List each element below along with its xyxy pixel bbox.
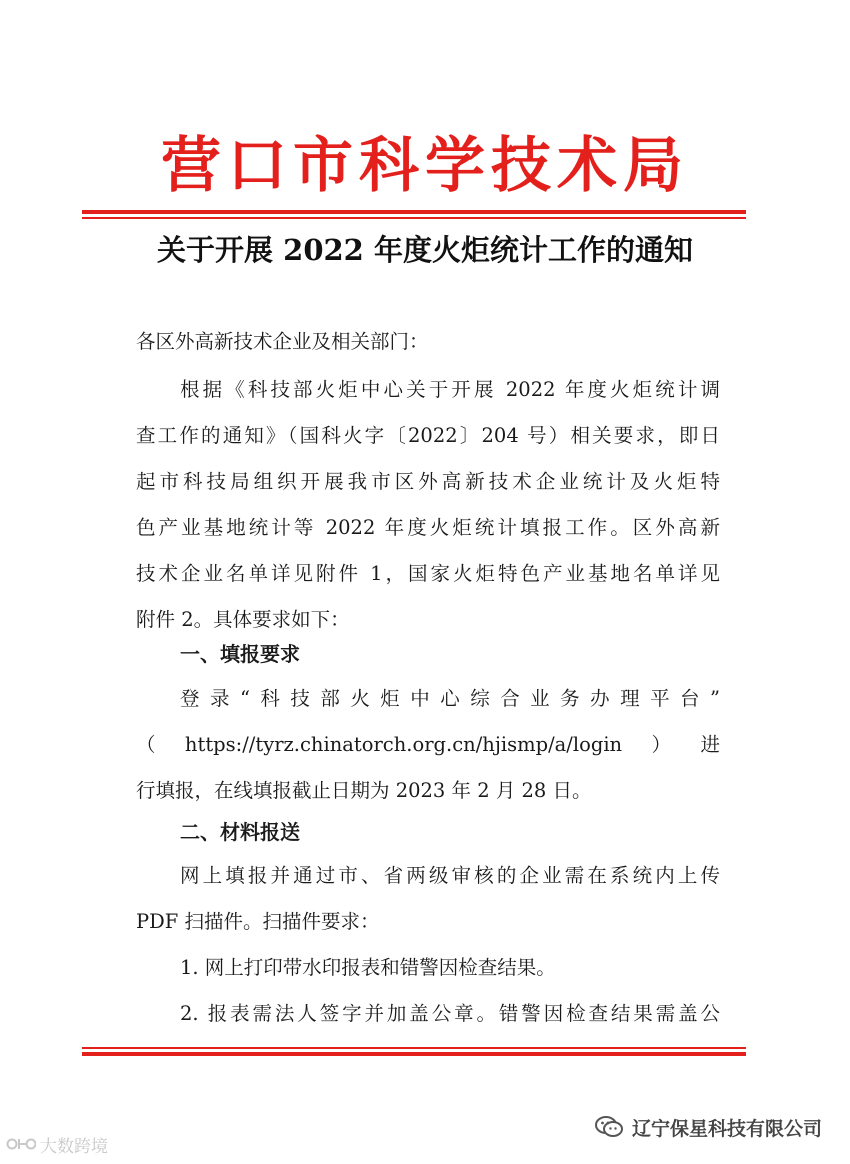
para1-line-3: 起市科技局组织开展我市区外高新技术企业统计及火炬特	[136, 470, 720, 493]
para3-line-1: 网上填报并通过市、省两级审核的企业需在系统内上传	[180, 864, 720, 887]
watermark-text: 大数跨境	[40, 1136, 108, 1157]
wechat-icon	[594, 1114, 624, 1140]
section1-heading: 一、填报要求	[180, 642, 300, 666]
para1-line-4: 色产业基地统计等 2022 年度火炬统计填报工作。区外高新	[136, 516, 720, 539]
para3-line-2: PDF 扫描件。扫描件要求：	[136, 910, 380, 933]
para1-line-5: 技术企业名单详见附件 1，国家火炬特色产业基地名单详见	[136, 562, 720, 585]
watermark	[6, 1130, 108, 1158]
list-item-1: 1. 网上打印带水印报表和错警因检查结果。	[180, 956, 556, 979]
letterhead-agency-name: 营口市科学技术局	[161, 131, 689, 201]
para2-line-1: 登录“科技部火炬中心综合业务办理平台”	[180, 687, 720, 710]
wechat-account-name: 辽宁保星科技有限公司	[631, 1117, 822, 1140]
para1-line-2: 查工作的通知》（国科火字〔2022〕204 号）相关要求，即日	[136, 424, 720, 447]
para2-line-3: 行填报，在线填报截止日期为 2023 年 2 月 28 日。	[136, 779, 592, 802]
para1-line-1: 根据《科技部火炬中心关于开展 2022 年度火炬统计调	[180, 378, 720, 401]
footer-rule-thick	[82, 1052, 746, 1056]
footer-rule-thin	[82, 1047, 746, 1049]
para2-line-2: （https://tyrz.chinatorch.org.cn/hjismp/a/login）进	[136, 733, 720, 756]
wechat-account-badge	[594, 1110, 822, 1144]
list-item-2: 2. 报表需法人签字并加盖公章。错警因检查结果需盖公	[180, 1002, 720, 1025]
letterhead-rule-thin	[82, 217, 746, 219]
letterhead-rule-thick	[82, 210, 746, 214]
section2-heading: 二、材料报送	[180, 820, 300, 844]
para1-line-6: 附件 2。具体要求如下：	[136, 608, 350, 631]
watermark-logo-icon	[6, 1134, 36, 1154]
salutation: 各区外高新技术企业及相关部门：	[136, 330, 429, 353]
document-title: 关于开展 2022 年度火炬统计工作的通知	[157, 233, 693, 267]
